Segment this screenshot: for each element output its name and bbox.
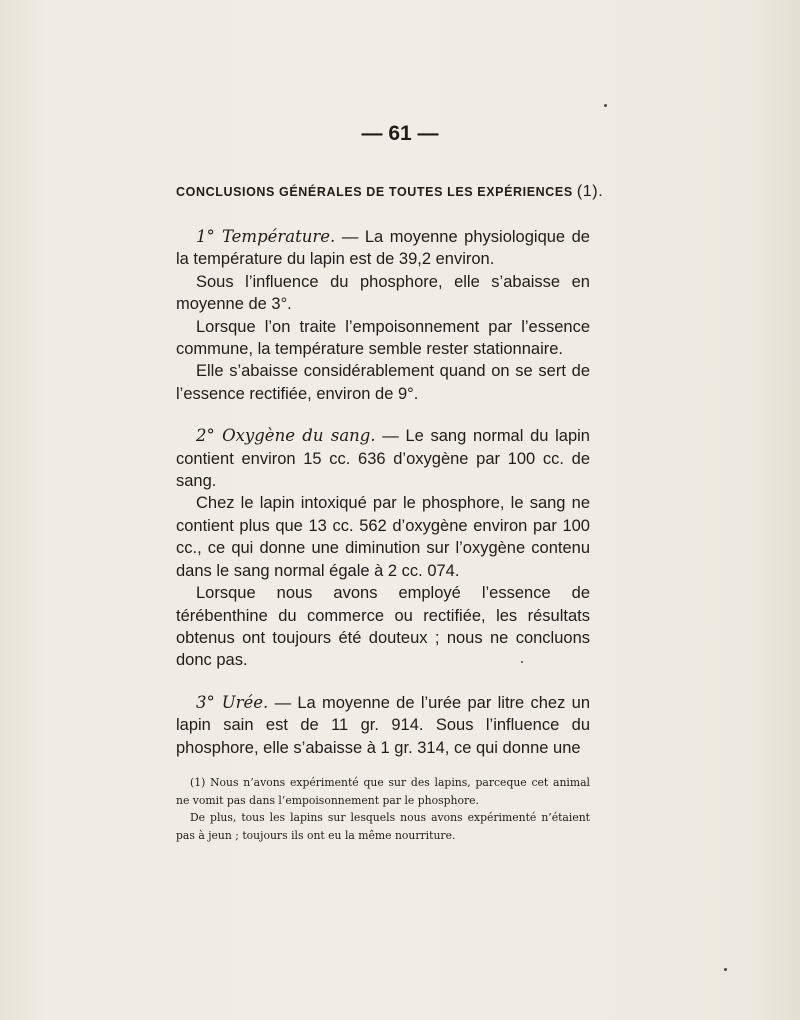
paragraph-temperature-1	[176, 226, 590, 271]
label-temperature: 1° Température.	[196, 227, 336, 246]
text-uree-1: — La moyenne de l’urée par litre chez un lapin sain est de 11 gr. 914. Sous l’influence du phosphore, elle s’abaisse à 1 gr. 314, ce qui donne une	[176, 693, 590, 757]
paragraph-temperature-3: Lorsque l’on traite l’empoisonnement par l’essence commune, la température semble rester stationnaire.	[176, 317, 590, 359]
text-oxygene-1: — Le sang normal du lapin contient environ 15 cc. 636 d’oxygène par 100 cc. de sang.	[176, 427, 590, 491]
paper-speck	[724, 968, 727, 971]
page-number: — 61 —	[361, 122, 439, 145]
paragraph-oxygene-1	[176, 425, 590, 492]
paragraph-temperature-4: Elle s’abaisse considérablement quand on se sert de l’essence rectifiée, environ de 9°.	[176, 362, 590, 403]
label-uree: 3° Urée.	[196, 692, 269, 712]
footnote-2: De plus, tous les lapins sur lesquels nous avons expérimenté n’étaient pas à jeun ; toujours ils ont eu la même nourriture.	[176, 811, 590, 842]
section-heading	[176, 183, 604, 201]
label-oxygene: 2° Oxygène du sang.	[196, 426, 376, 446]
paragraph-temperature-2: Sous l’influence du phosphore, elle s’abaisse en moyenne de 3°.	[176, 272, 590, 314]
footnote-1: (1) Nous n’avons expérimenté que sur des lapins, parceque cet animal ne vomit pas dans l’empoisonnement par le phosphore.	[176, 776, 590, 807]
heading-text: CONCLUSIONS GÉNÉRALES DE TOUTES LES EXPÉRIENCES	[176, 185, 573, 199]
paragraph-oxygene-3: Lorsque nous avons employé l’essence de térébenthine du commerce ou rectifiée, les résultats obtenus ont toujours été douteux ; nous ne concluons donc pas.	[176, 584, 590, 670]
paper-speck	[604, 104, 607, 107]
paragraph-uree-1	[176, 692, 590, 759]
footnotes	[176, 774, 590, 844]
paragraph-oxygene-2: Chez le lapin intoxiqué par le phosphore, le sang ne contient plus que 13 cc. 562 d’oxygène environ par 100 cc., ce qui donne une diminution sur l’oxygène contenu dans le sang normal égale à 2 cc. 074.	[176, 494, 590, 580]
paper-speck	[521, 661, 523, 663]
footnote-reference: (1).	[576, 183, 604, 200]
body-text	[176, 226, 590, 759]
text-temperature-1: — La moyenne physiologique de la température du lapin est de 39,2 environ.	[176, 228, 590, 269]
